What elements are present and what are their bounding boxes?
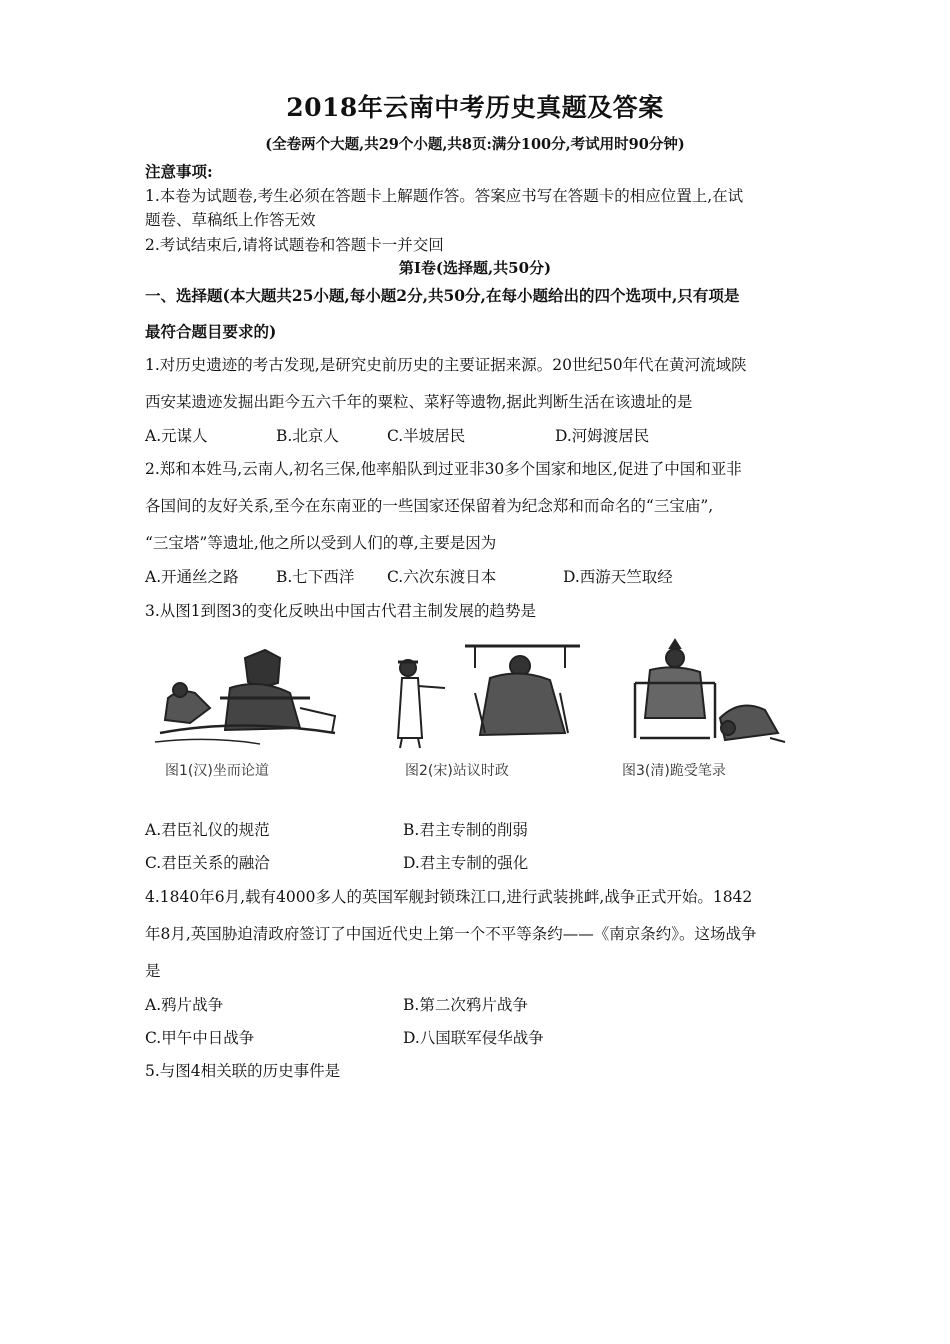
q3-option-b: B.君主专制的削弱 (403, 821, 528, 839)
question-4-cont: 年8月,英国胁迫清政府签订了中国近代史上第一个不平等条约——《南京条约》。这场战争 (145, 925, 757, 943)
q2-option-d: D.西游天竺取经 (563, 568, 673, 586)
q1-option-b: B.北京人 (276, 427, 339, 445)
notice-item-1-cont: 题卷、草稿纸上作答无效 (145, 211, 316, 229)
q3-option-c: C.君臣关系的融洽 (145, 854, 270, 872)
page-title: 2018年云南中考历史真题及答案 (286, 93, 664, 122)
q1-option-d: D.河姆渡居民 (555, 427, 650, 445)
q3-option-a: A.君臣礼仪的规范 (145, 821, 270, 839)
question-4-cont-2: 是 (145, 962, 161, 980)
q2-option-c: C.六次东渡日本 (387, 568, 497, 586)
figure-2-caption: 图2(宋)站议时政 (405, 763, 509, 779)
q2-option-a: A.开通丝之路 (145, 568, 239, 586)
part-heading-cont: 最符合题目要求的) (145, 322, 277, 341)
notice-heading: 注意事项: (145, 162, 213, 181)
part-heading: 一、选择题(本大题共25小题,每小题2分,共50分,在每小题给出的四个选项中,只有项是 (145, 286, 740, 305)
question-2: 2.郑和本姓马,云南人,初名三保,他率船队到过亚非30多个国家和地区,促进了中国和亚非 (145, 460, 742, 478)
question-2-cont: 各国间的友好关系,至今在东南亚的一些国家还保留着为纪念郑和而命名的“三宝庙”, (145, 497, 714, 515)
q1-option-c: C.半坡居民 (387, 427, 466, 445)
q4-option-c: C.甲午中日战争 (145, 1029, 255, 1047)
section-title: 第Ⅰ卷(选择题,共50分) (398, 259, 552, 277)
question-3: 3.从图1到图3的变化反映出中国古代君主制发展的趋势是 (145, 602, 537, 620)
figure-3-caption: 图3(清)跪受笔录 (622, 763, 726, 779)
question-2-cont-2: “三宝塔”等遗址,他之所以受到人们的尊,主要是因为 (145, 534, 497, 552)
question-1-cont: 西安某遗迹发掘出距今五六千年的粟粒、菜籽等遗物,据此判断生活在该遗址的是 (145, 393, 693, 411)
q1-option-a: A.元谋人 (145, 427, 208, 445)
question-4: 4.1840年6月,载有4000多人的英国军舰封锁珠江口,进行武装挑衅,战争正式开始。1842 (145, 888, 753, 906)
q4-option-a: A.鸦片战争 (145, 996, 224, 1014)
exam-info: (全卷两个大题,共29个小题,共8页:满分100分,考试用时90分钟) (265, 136, 685, 153)
notice-item-2: 2.考试结束后,请将试题卷和答题卡一并交回 (145, 236, 444, 254)
q4-option-b: B.第二次鸦片战争 (403, 996, 528, 1014)
question-5: 5.与图4相关联的历史事件是 (145, 1062, 341, 1080)
figure-1-caption: 图1(汉)坐而论道 (165, 763, 269, 779)
q4-option-d: D.八国联军侵华战争 (403, 1029, 544, 1047)
q2-option-b: B.七下西洋 (276, 568, 355, 586)
question-1: 1.对历史遗迹的考古发现,是研究史前历史的主要证据来源。20世纪50年代在黄河流域陕 (145, 356, 747, 374)
notice-item-1: 1.本卷为试题卷,考生必须在答题卡上解题作答。答案应书写在答题卡的相应位置上,在试 (145, 187, 744, 205)
q3-option-d: D.君主专制的强化 (403, 854, 529, 872)
